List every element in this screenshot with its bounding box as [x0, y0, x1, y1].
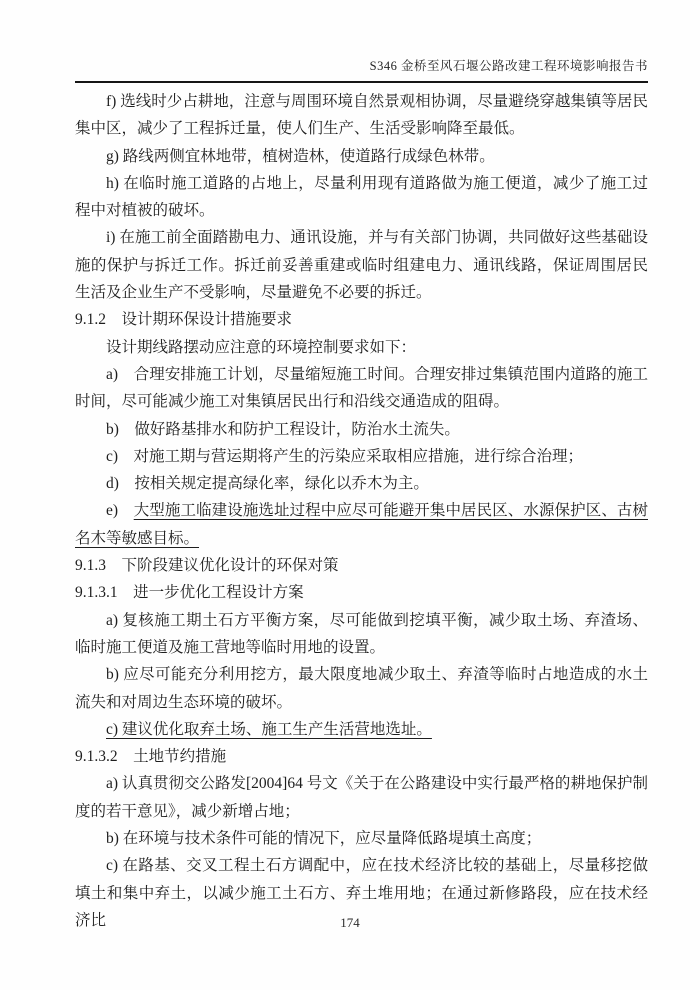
paragraph-i: i) 在施工前全面踏勘电力、通讯设施，并与有关部门协调，共同做好这些基础设施的保护与拆迁工作。拆迁前妥善重建或临时组建电力、通讯线路，保证周围居民生活及企业生产不受影响，尽量避免不必要的拆迁。	[75, 229, 648, 302]
page-number: 174	[340, 915, 360, 930]
section-heading-913: 9.1.3 下阶段建议优化设计的环保对策	[75, 557, 339, 575]
section-heading-9132: 9.1.3.2 土地节约措施	[75, 748, 227, 766]
paragraph-9131-c	[75, 716, 648, 743]
paragraph-912-d: d) 按相关规定提高绿化率，绿化以乔木为主。	[106, 475, 429, 493]
page-footer	[0, 915, 700, 931]
paragraph-912-c: c) 对施工期与营运期将产生的污染应采取相应措施，进行综合治理；	[106, 447, 584, 465]
paragraph-9131-a: a) 复核施工期土石方平衡方案，尽可能做到挖填平衡，减少取土场、弃渣场、临时施工便道及施工营地等临时用地的设置。	[75, 611, 648, 656]
report-title: S346 金桥至风石堰公路改建工程环境影响报告书	[369, 59, 648, 73]
paragraph-9132-a: a) 认真贯彻交公路发[2004]64 号文《关于在公路建设中实行最严格的耕地保护制度的若干意见》，减少新增占地；	[75, 775, 648, 820]
underlined-text: c) 建议优化取弃土场、施工生产生活营地选址。	[106, 720, 432, 738]
paragraph-intro-912: 设计期线路摆动应注意的环境控制要求如下：	[106, 338, 417, 356]
underlined-text: 大型施工临建设施选址过程中应尽可能避开集中居民区、水源保护区、古树名木等敏感目标。	[75, 502, 648, 547]
section-heading-9131: 9.1.3.1 进一步优化工程设计方案	[75, 584, 304, 602]
list-marker: e)	[106, 502, 134, 520]
document-body	[75, 88, 648, 934]
paragraph-h: h) 在临时施工道路的占地上，尽量利用现有道路做为施工便道，减少了施工过程中对植被的破坏。	[75, 174, 648, 220]
paragraph-9132-b: b) 在环境与技术条件可能的情况下，应尽量降低路堤填土高度；	[106, 830, 542, 848]
paragraph-g: g) 路线两侧宜林地带，植树造林，使道路行成绿色林带。	[106, 147, 495, 165]
paragraph-912-b: b) 做好路基排水和防护工程设计，防治水土流失。	[106, 420, 460, 438]
paragraph-912-a: a) 合理安排施工计划，尽量缩短施工时间。合理安排过集镇范围内道路的施工时间，尽可能减少施工对集镇居民出行和沿线交通造成的阻碍。	[75, 365, 648, 411]
paragraph-912-e	[75, 497, 648, 552]
paragraph-9131-b: b) 应尽可能充分利用挖方，最大限度地减少取土、弃渣等临时占地造成的水土流失和对周边生态环境的破坏。	[75, 666, 648, 711]
section-heading-912: 9.1.2 设计期环保设计措施要求	[75, 311, 293, 329]
paragraph-9132-c: c) 在路基、交叉工程土石方调配中，应在技术经济比较的基础上，尽量移挖做填土和集中弃土，以减少施工土石方、弃土堆用地；在通过新修路段，应在技术经济比	[75, 857, 648, 929]
page-header	[75, 56, 648, 83]
paragraph-f: f) 选线时少占耕地，注意与周围环境自然景观相协调，尽量避绕穿越集镇等居民集中区，减少了工程拆迁量，使人们生产、生活受影响降至最低。	[75, 93, 648, 138]
